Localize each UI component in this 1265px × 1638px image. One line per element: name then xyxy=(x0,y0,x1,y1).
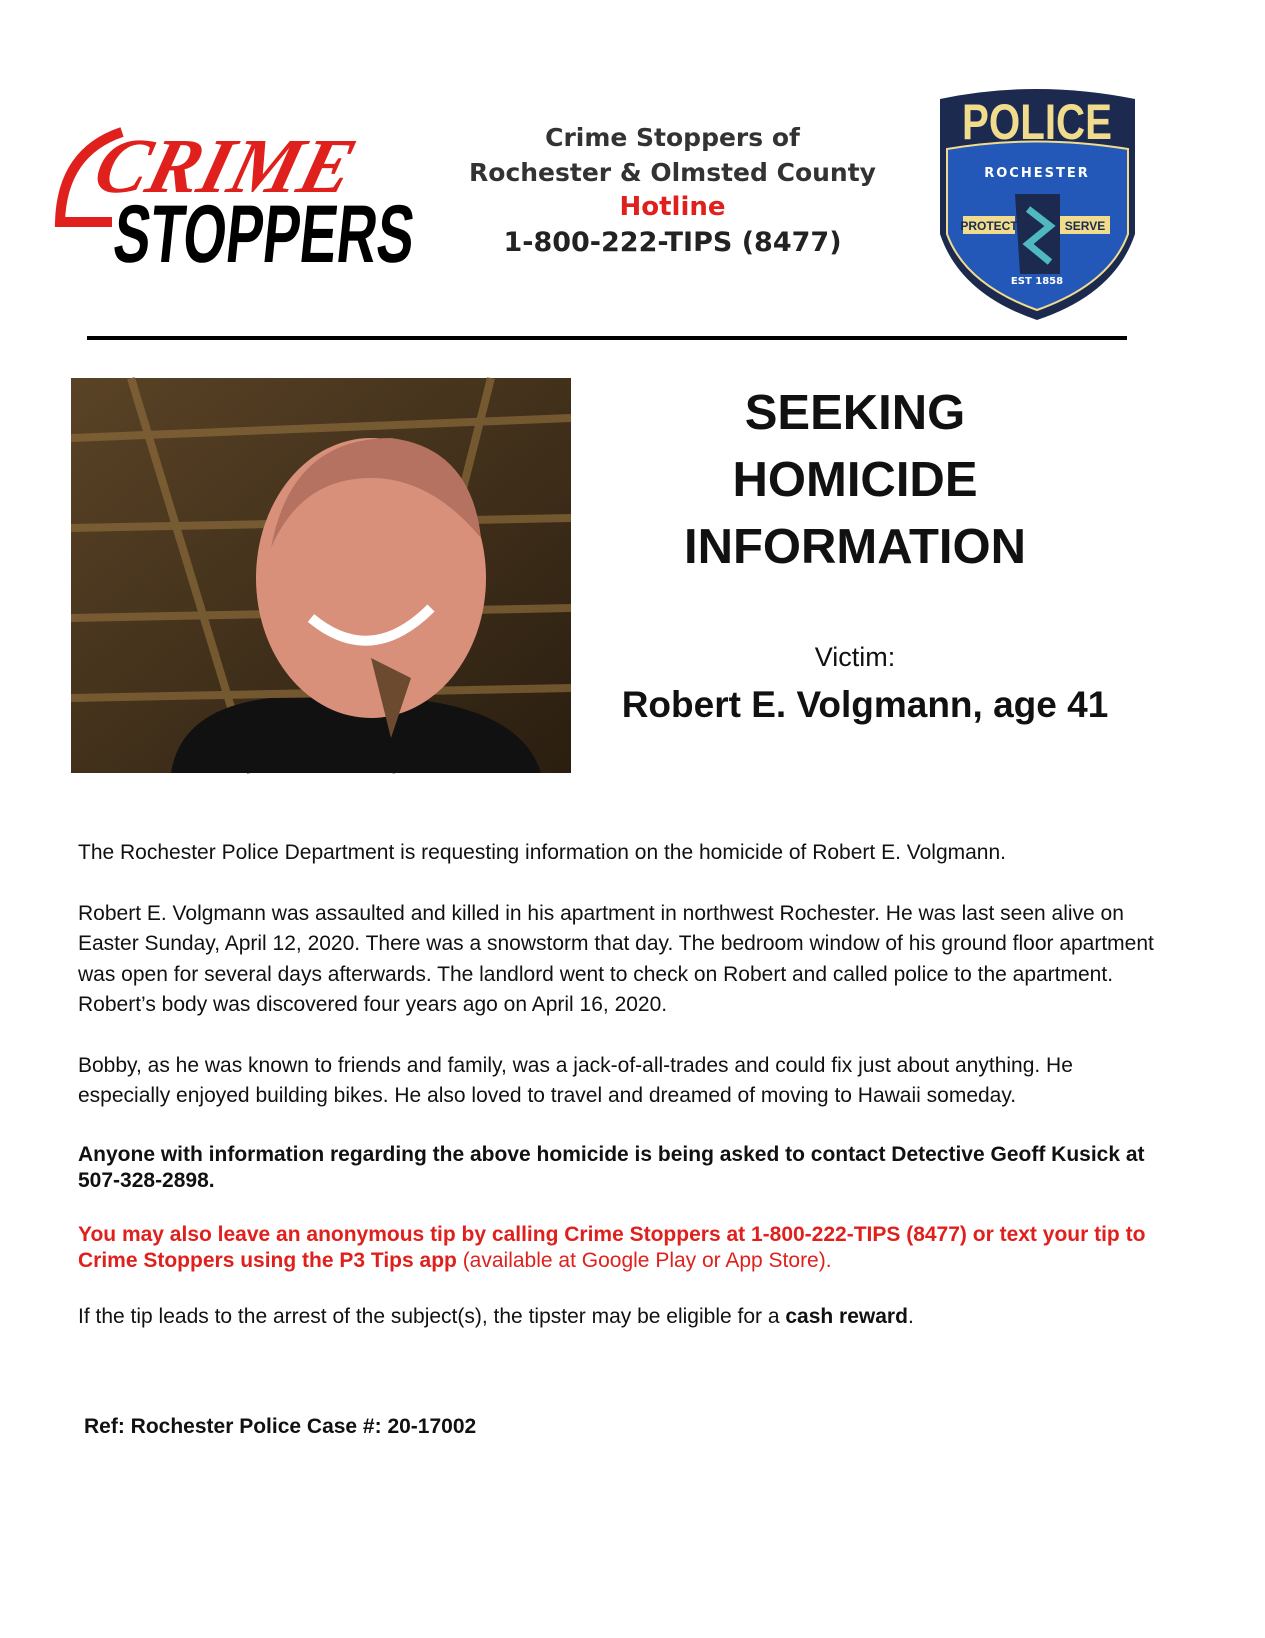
reward-paragraph xyxy=(78,1302,1158,1333)
headline-line: SEEKING xyxy=(744,386,966,440)
svg-text:SERVE: SERVE xyxy=(1064,219,1106,233)
crime-stoppers-logo xyxy=(52,112,564,280)
svg-text:STOPPERS: STOPPERS xyxy=(109,189,564,280)
case-reference: Ref: Rochester Police Case #: 20-17002 xyxy=(84,1415,477,1438)
victim-label: Victim: xyxy=(814,642,896,672)
header-divider xyxy=(87,336,1127,340)
svg-text:POLICE: POLICE xyxy=(962,94,1112,150)
tip-text: You may also leave an anonymous tip by calling Crime Stoppers at 1-800-222-TIPS (8477) or text your tip to Crime Stoppers using the P3 Tips app xyxy=(78,1222,1146,1272)
contact-paragraph: Anyone with information regarding the above homicide is being asked to contact Detective Geoff Kusick at 507-328-2898. xyxy=(78,1142,1145,1192)
hotline-number: 1-800-222-TIPS (8477) xyxy=(503,227,842,258)
victim-name: Robert E. Volgmann, age 41 xyxy=(621,684,1109,725)
svg-text:PROTECT: PROTECT xyxy=(960,219,1018,233)
org-name-line2: Rochester & Olmsted County xyxy=(469,158,876,187)
bio-paragraph: Bobby, as he was known to friends and family, was a jack-of-all-trades and could fix just about anything. He especially enjoyed building bikes. He also loved to travel and dreamed of moving to Hawaii someday. xyxy=(78,1053,1073,1107)
intro-paragraph: The Rochester Police Department is requesting information on the homicide of Robert E. Volgmann. xyxy=(78,841,1006,864)
cash-reward: cash reward xyxy=(785,1304,908,1328)
hotline-label: Hotline xyxy=(619,192,726,222)
reward-text: If the tip leads to the arrest of the subject(s), the tipster may be eligible for a xyxy=(78,1304,786,1328)
headline-line: INFORMATION xyxy=(683,520,1027,574)
reward-end: . xyxy=(907,1304,914,1328)
body-text xyxy=(78,838,1158,1362)
anonymous-tip-paragraph xyxy=(78,1222,1158,1274)
org-name-line1: Crime Stoppers of xyxy=(545,123,800,152)
app-availability: (available at Google Play or App Store). xyxy=(456,1248,832,1272)
svg-text:CRIME: CRIME xyxy=(85,123,365,210)
incident-paragraph: Robert E. Volgmann was assaulted and killed in his apartment in northwest Rochester. He was last seen alive on Easter Sunday, April 12, 2020. There was a snowstorm that day. The bedroom window of his ground floor apartment was open for several days afterwards. The landlord went to check on Robert and called police to the apartment. Robert’s body was discovered four years ago on April 16, 2020. xyxy=(78,901,1154,1016)
rochester-police-badge xyxy=(935,84,1140,322)
svg-text:ROCHESTER: ROCHESTER xyxy=(984,166,1090,181)
svg-text:EST 1858: EST 1858 xyxy=(1010,276,1064,287)
header-contact xyxy=(460,120,885,260)
headline-line: HOMICIDE xyxy=(732,453,978,507)
headline xyxy=(620,380,1090,581)
victim-photo xyxy=(71,378,571,773)
